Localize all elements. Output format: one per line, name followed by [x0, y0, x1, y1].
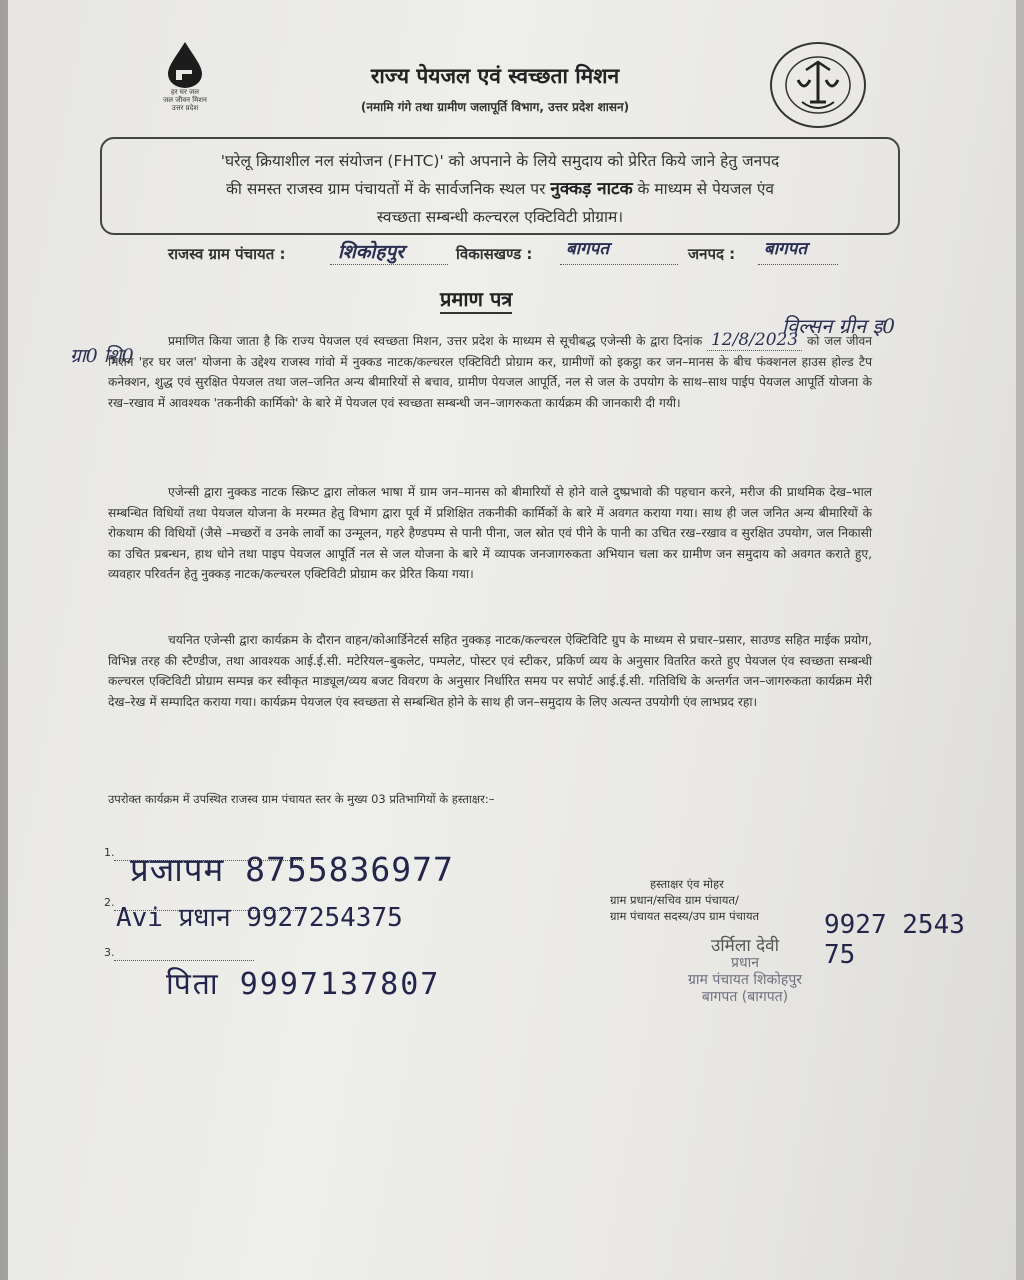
- paragraph-2: एजेन्सी द्वारा नुक्कड नाटक स्क्रिप्ट द्वारा लोकल भाषा में ग्राम जन–मानस को बीमारियों से होने वाले दुष्प्रभावो की पहचान करने, मरीज की प्राथमिक देख–भाल सम्बन्धित विधियों तथा पेयजल योजना के मरम्मत हेतु विभाग द्वारा पूर्व में प्रशिक्षित तकनीकी कार्मिकों के बारे में अवगत कराया गया। साथ ही जल जनित अन्य बीमारियों के रोकथाम की विधियों (जैसे –मच्छरों व उनके लार्वो का उन्मूलन, गहरे हैण्डपम्प से पानी पीना, जल स्रोत एवं पीने के पानी का उचित रख–रखाव व सुरक्षित उपयोग, जल निकासी का उचित प्रबन्धन, हाथ धोने तथा पाइप पेयजल आपूर्ति नल से जल योजना के बारे में व्यापक जनजागरुकता अभियान चला कर ग्रामीण जन समुदाय को अवगत कराते हुए, व्यवहार परिवर्तन हेतु नुक्कड़ नाटक/कल्चरल एक्टिविटी प्रोग्राम कर प्रेरित किया गया।: [108, 485, 872, 581]
- program-line-2-bold: नुक्कड़ नाटक: [550, 179, 633, 199]
- logo-text-2: जल जीवन मिशन: [163, 96, 207, 104]
- certificate-title: प्रमाण पत्र: [440, 286, 512, 314]
- official-handwritten-phone: 9927 2543 75: [824, 910, 965, 970]
- program-line-2-post: के माध्यम से पेयजल एंव: [632, 180, 775, 198]
- participant-signature-1: प्रजापम 8755836977: [130, 850, 454, 889]
- logo-text-1: हर घर जल: [171, 88, 199, 96]
- emblem-icon: [768, 40, 868, 130]
- district-value: बागपत: [764, 239, 808, 259]
- block-label: विकासखण्ड :: [456, 245, 533, 263]
- gram-panchayat-label: राजस्व ग्राम पंचायत :: [168, 245, 286, 263]
- participant-number-1: 1.: [104, 846, 115, 859]
- pradhan-stamp: [630, 938, 860, 1006]
- official-line-2: ग्राम प्रधान/सचिव ग्राम पंचायत/: [610, 893, 739, 907]
- stamp-district: बागपत (बागपत): [701, 989, 789, 1005]
- program-line-2: [116, 175, 884, 203]
- official-signature-block: [610, 876, 759, 924]
- page-subtitle: (नमामि गंगे तथा ग्रामीण जलापूर्ति विभाग, उत्तर प्रदेश शासन): [360, 100, 630, 114]
- handwritten-date: 12/8/2023: [707, 330, 802, 351]
- block-value: बागपत: [566, 239, 610, 259]
- page-title: राज्य पेयजल एवं स्वच्छता मिशन: [370, 64, 620, 88]
- water-drop-icon: [165, 40, 205, 88]
- program-line-1: 'घरेलू क्रियाशील नल संयोजन (FHTC)' को अपनाने के लिये समुदाय को प्रेरित किये जाने हेतु जनपद: [220, 152, 780, 170]
- stamp-village: ग्राम पंचायत शिकोहपुर: [688, 972, 802, 988]
- paragraph-1-b: के द्वारा दिनांक: [636, 334, 703, 348]
- participant-signature-2: Avi प्रधान 9927254375: [116, 903, 403, 933]
- paragraph-1-a: प्रमाणित किया जाता है कि राज्य पेयजल एवं स्वच्छता मिशन, उत्तर प्रदेश के माध्यम से सूचीबद्ध एजेन्सी: [168, 334, 632, 348]
- district-label: जनपद :: [688, 245, 736, 263]
- program-line-2-pre: की समस्त राजस्व ग्राम पंचायतों में के सार्वजनिक स्थल पर: [225, 180, 551, 198]
- program-line-3: स्वच्छता सम्बन्धी कल्चरल एक्टिविटी प्रोग्राम।: [376, 208, 624, 226]
- paragraph-1-c: को जल जीवन मिशन 'हर घर जल' योजना के उद्देश्य राजस्व गांवो में नुक्कड नाटक/कल्चरल एक्टिविटी प्रोग्राम कर, ग्रामीणों को इकट्ठा कर जन–मानस के बीच फंक्शनल हाउस होल्ड टैप कनेक्शन, शुद्ध एवं सुरक्षित पेयजल तथा जल–जनित अन्य बीमारियों से बचाव, ग्रामीण पेयजल आपूर्ति, नल से जल के उपयोग के साथ–साथ पाईप पेयजल आपूर्ति योजना के रख–रखाव में आवश्यक 'तकनीकी कार्मिको' के बारे में पेयजल एवं स्वच्छता सम्बन्धी जन–जागरुकता कार्यक्रम की जानकारी दी गयी।: [108, 334, 873, 410]
- official-line-3: ग्राम पंचायत सदस्य/उप ग्राम पंचायत: [610, 909, 760, 923]
- participant-number-2: 2.: [104, 896, 115, 909]
- official-line-1: हस्ताक्षर एंव मोहर: [650, 877, 724, 891]
- paragraph-3: चयनित एजेन्सी द्वारा कार्यक्रम के दौरान वाहन/कोआर्डिनेटर्स सहित नुक्कड़ नाटक/कल्चरल ऐक्टिविटि ग्रुप के माध्यम से प्रचार–प्रसार, साउण्ड सहित माईक प्रयोग, विभिन्न तरह की स्टैण्डीज, तथा आवश्यक आई.ई.सी. मटेरियल–बुकलेट, पम्पलेट, पोस्टर एवं स्टीकर, प्रकिर्ण व्यय के अनुसार वितरित करते हुए पेयजल एंव स्वच्छता सम्बन्धी कल्चरल एक्टिविटी प्रोग्राम सम्पन्न कर स्वीकृत माड्यूल/व्यय बजट विवरण के अनुसार निर्धारित समय पर सपोर्ट आई.ई.सी. गतिविधि के अन्तर्गत जन–जागरुकता कार्यक्रम मेरी देख–रेख में सम्पादित कराया गया। कार्यक्रम पेयजल एंव स्वच्छता से सम्बन्धित होने के साथ ही जन–समुदाय के लिए अत्यन्त उपयोगी एंव लाभप्रद रहा।: [108, 633, 872, 709]
- participant-line-3: [114, 950, 254, 961]
- signatures-note: उपरोक्त कार्यक्रम में उपस्थित राजस्व ग्राम पंचायत स्तर के मुख्य 03 प्रतिभागियों के हस्ताक्षर:–: [108, 792, 495, 806]
- gram-panchayat-value: शिकोहपुर: [338, 241, 405, 263]
- stamp-name: उर्मिला देवी: [710, 936, 780, 956]
- paragraph-1: [108, 330, 872, 413]
- handwritten-village: ग्रा0 शि0: [70, 345, 134, 367]
- jal-jeevan-logo: [150, 40, 220, 112]
- participant-signature-3: पिता 9997137807: [166, 967, 441, 1002]
- logo-text-3: उत्तर प्रदेश: [171, 104, 199, 112]
- up-government-emblem: [768, 40, 868, 134]
- handwritten-agency: विल्सन ग्रीन इ0: [782, 314, 895, 338]
- participant-number-3: 3.: [104, 946, 115, 959]
- program-box: [100, 137, 900, 235]
- stamp-role: प्रधान: [731, 955, 759, 971]
